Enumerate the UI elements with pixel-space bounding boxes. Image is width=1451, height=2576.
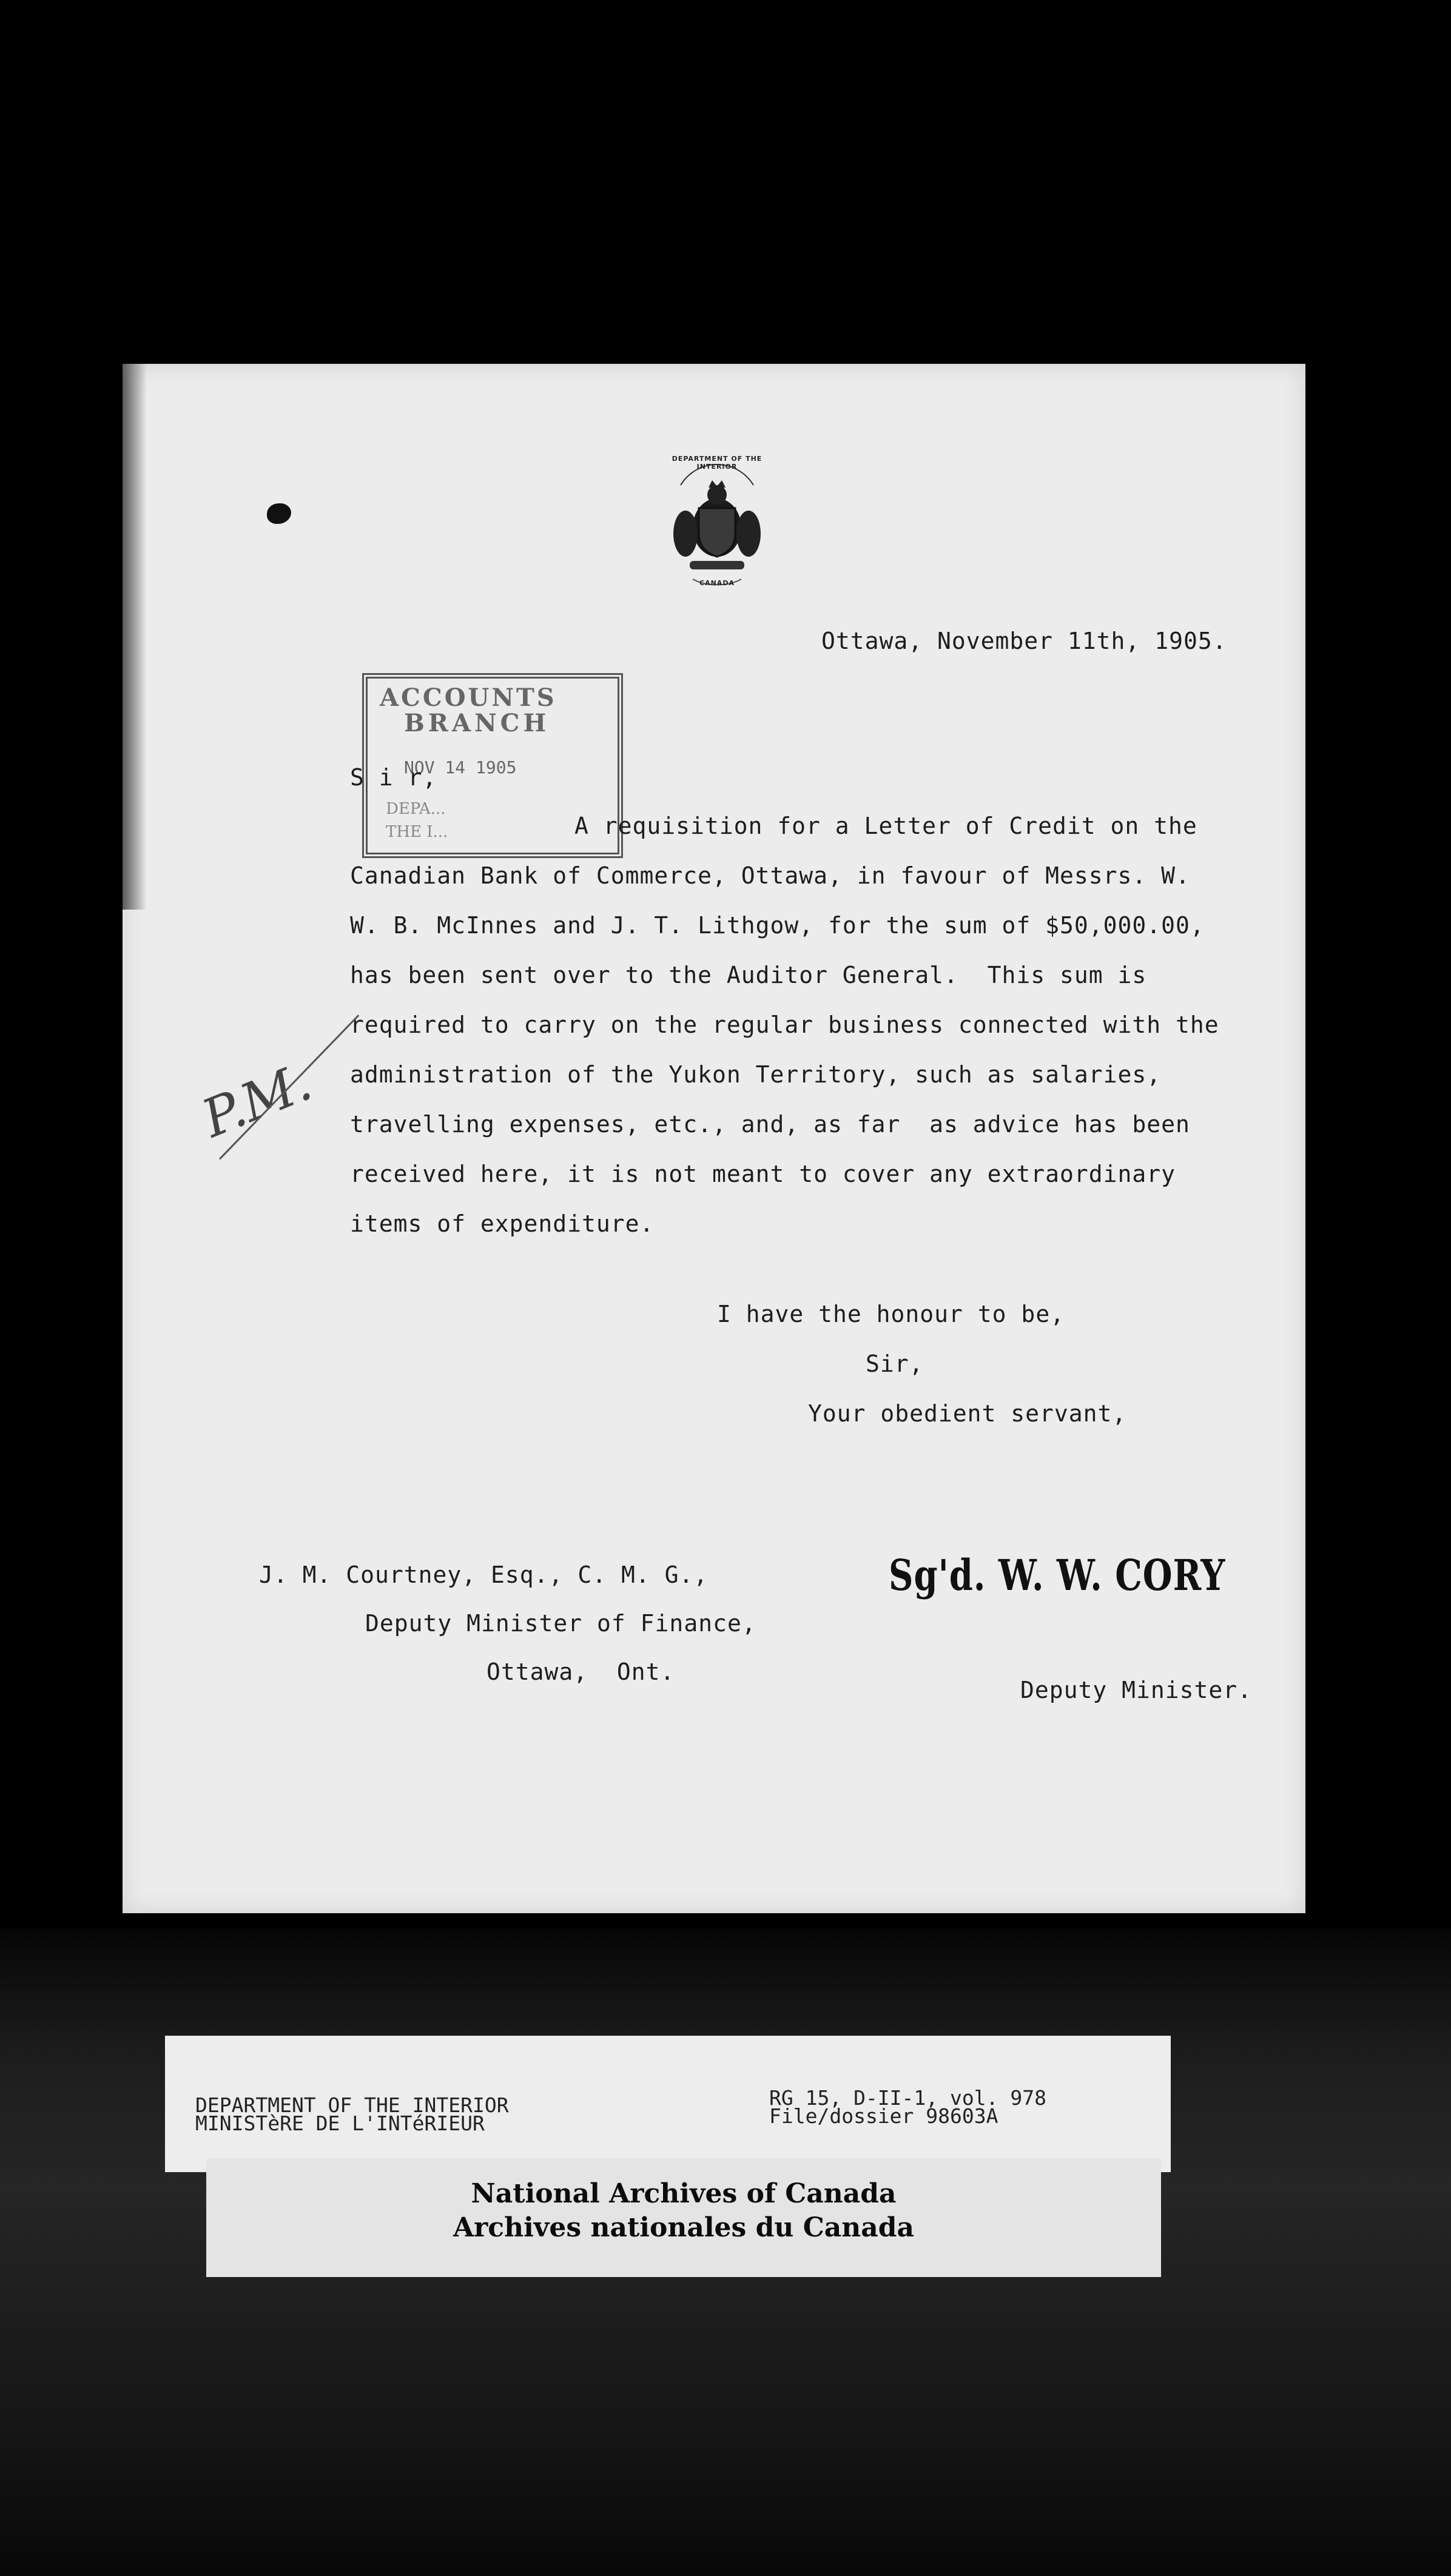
archive-department bbox=[195, 2093, 509, 2135]
stamp-line-1: ACCOUNTS bbox=[380, 683, 557, 712]
stamp-line-3: DEPA... bbox=[386, 800, 446, 818]
handwritten-initials: P.M. bbox=[194, 1052, 320, 1150]
archive-label-card bbox=[165, 2036, 1171, 2172]
closing-line: Your obedient servant, bbox=[808, 1400, 1127, 1427]
body-line: travelling expenses, etc., and, as far as advice has been bbox=[350, 1111, 1190, 1138]
archives-english: National Archives of Canada bbox=[471, 2178, 897, 2209]
stamp-date: NOV 14 1905 bbox=[404, 757, 517, 777]
body-line: administration of the Yukon Territory, such as salaries, bbox=[350, 1061, 1162, 1088]
letter-date: Ottawa, November 11th, 1905. bbox=[821, 628, 1227, 654]
body-line: received here, it is not meant to cover any extraordinary bbox=[350, 1161, 1176, 1187]
signature-stamp: Sg'd. W. W. CORY bbox=[889, 1550, 1226, 1601]
addressee-line: J. M. Courtney, Esq., C. M. G., bbox=[259, 1561, 709, 1588]
file-number: File/dossier 98603A bbox=[769, 2104, 998, 2128]
seal-top-text: DEPARTMENT OF THE INTERIOR bbox=[672, 455, 763, 471]
archives-french: Archives nationales du Canada bbox=[453, 2212, 915, 2243]
addressee-line: Deputy Minister of Finance, bbox=[365, 1610, 756, 1637]
body-line: has been sent over to the Auditor General. This sum is bbox=[350, 962, 1147, 988]
page-shadow-edge bbox=[123, 364, 147, 910]
ink-blot bbox=[267, 503, 291, 524]
body-line: Canadian Bank of Commerce, Ottawa, in favour of Messrs. W. bbox=[350, 862, 1190, 889]
addressee-line: Ottawa, Ont. bbox=[486, 1659, 675, 1685]
stamp-line-4: THE I... bbox=[386, 823, 448, 841]
seal-bottom-text: CANADA bbox=[699, 579, 735, 587]
body-line: required to carry on the regular business connected with the bbox=[350, 1011, 1219, 1038]
closing-line: I have the honour to be, bbox=[717, 1301, 1065, 1327]
national-archives-card bbox=[206, 2159, 1161, 2277]
archive-reference bbox=[769, 2086, 1046, 2128]
department-english: DEPARTMENT OF THE INTERIOR bbox=[195, 2093, 509, 2117]
department-seal bbox=[656, 443, 778, 594]
record-group-reference: RG 15, D-II-1, vol. 978 bbox=[769, 2086, 1046, 2110]
closing-line: Sir, bbox=[866, 1350, 924, 1377]
signer-title: Deputy Minister. bbox=[1020, 1677, 1253, 1703]
body-line: A requisition for a Letter of Credit on the bbox=[574, 813, 1197, 839]
body-line: W. B. McInnes and J. T. Lithgow, for the sum of $50,000.00, bbox=[350, 912, 1205, 939]
stamp-line-2: BRANCH bbox=[404, 709, 550, 737]
body-line: items of expenditure. bbox=[350, 1210, 655, 1237]
salutation: S i r, bbox=[350, 764, 437, 791]
letter-page bbox=[123, 364, 1305, 1913]
department-french: MINISTèRE DE L'INTéRIEUR bbox=[195, 2111, 485, 2135]
